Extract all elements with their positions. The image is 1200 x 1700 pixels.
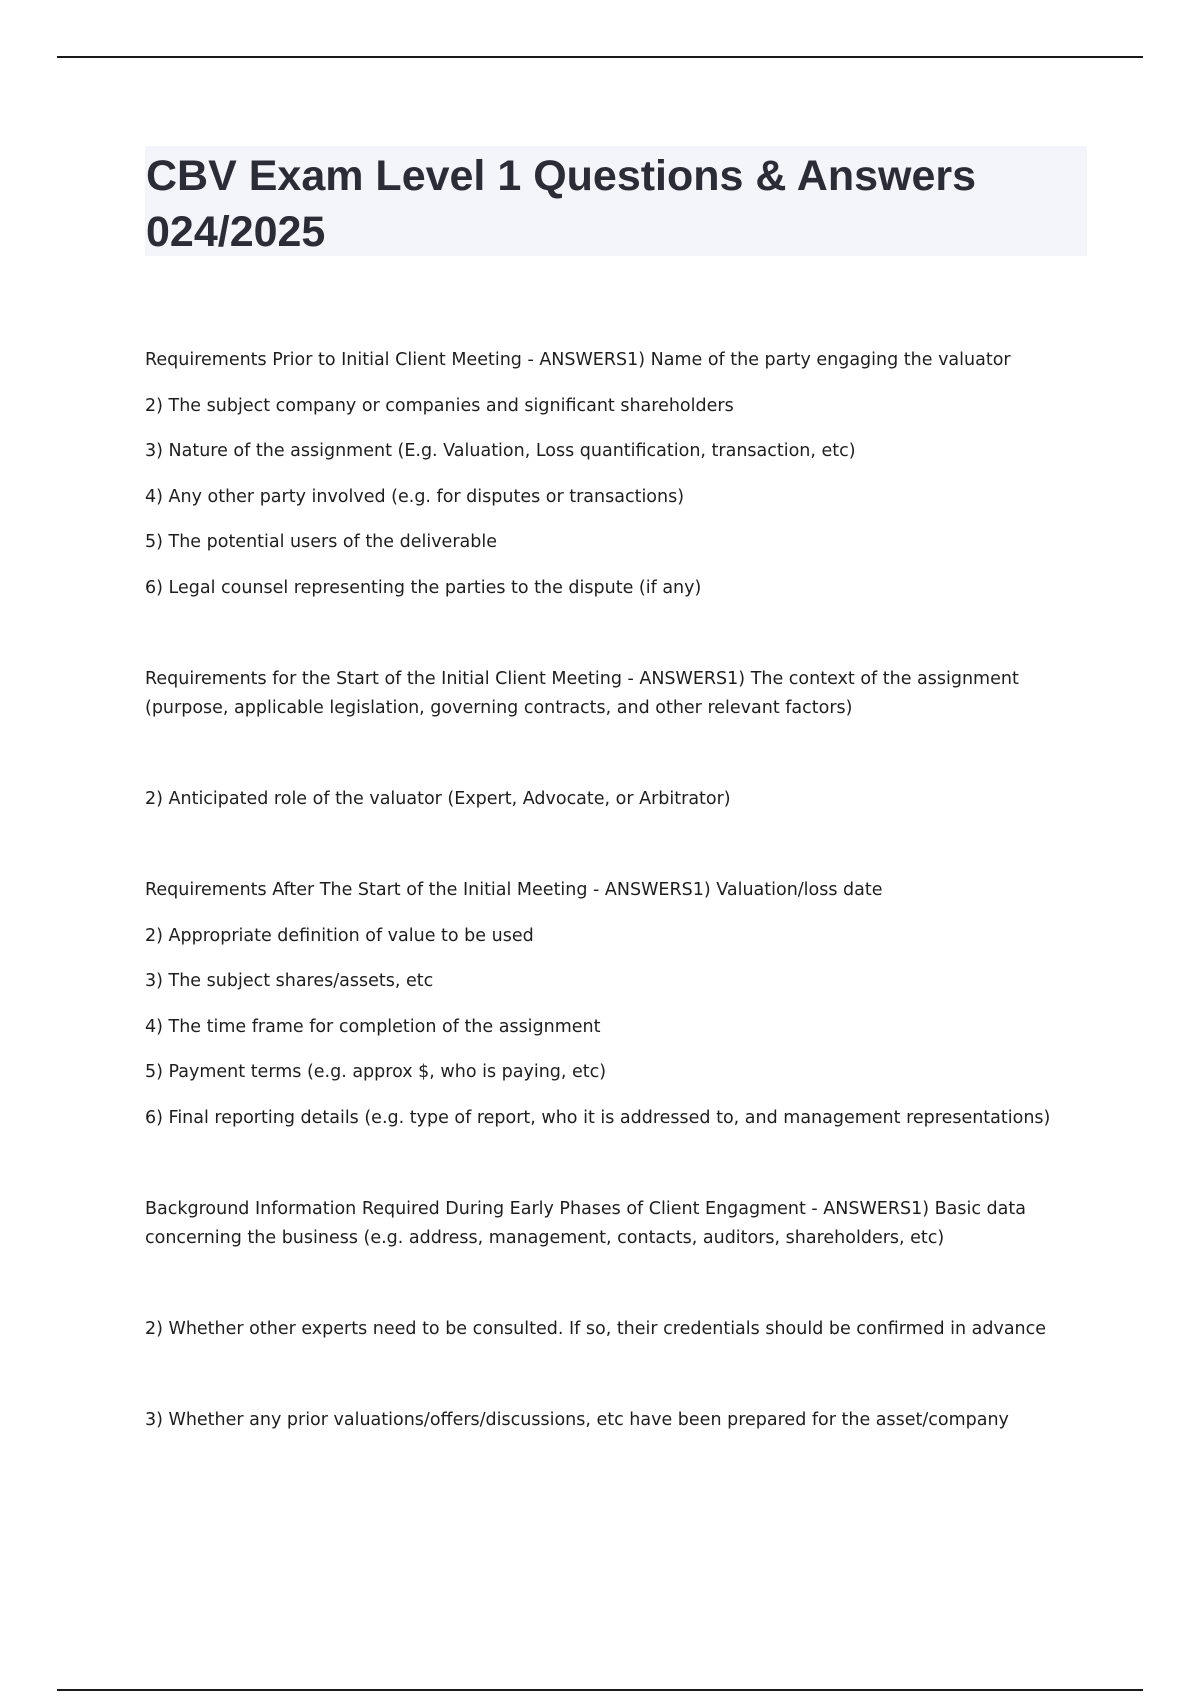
section-3-line-6: 6) Final reporting details (e.g. type of report, who it is addressed to, and management representations) bbox=[145, 1108, 1051, 1128]
section-3-line-2: 2) Appropriate definition of value to be used bbox=[145, 926, 534, 946]
section-1-line-5: 5) The potential users of the deliverable bbox=[145, 532, 497, 552]
section-1-line-2: 2) The subject company or companies and significant shareholders bbox=[145, 396, 734, 416]
section-3-line-5: 5) Payment terms (e.g. approx $, who is paying, etc) bbox=[145, 1062, 607, 1082]
section-1-line-4: 4) Any other party involved (e.g. for disputes or transactions) bbox=[145, 487, 685, 507]
section-2-line-2: 2) Anticipated role of the valuator (Expert, Advocate, or Arbitrator) bbox=[145, 789, 731, 809]
section-1-line-3: 3) Nature of the assignment (E.g. Valuation, Loss quantification, transaction, etc) bbox=[145, 441, 856, 461]
section-3-line-1: Requirements After The Start of the Initial Meeting - ANSWERS1) Valuation/loss date bbox=[145, 880, 883, 900]
top-rule bbox=[57, 56, 1143, 58]
section-4-line-2: 2) Whether other experts need to be consulted. If so, their credentials should be confirmed in advance bbox=[145, 1319, 1047, 1339]
section-4-line-1: Background Information Required During Early Phases of Client Engagment - ANSWERS1) Basic data concerning the business (e.g. address, management, contacts, auditors, shareholders, etc) bbox=[145, 1199, 1026, 1248]
section-1-line-6: 6) Legal counsel representing the parties to the dispute (if any) bbox=[145, 578, 702, 598]
section-1-line-1: Requirements Prior to Initial Client Meeting - ANSWERS1) Name of the party engaging the valuator bbox=[145, 350, 1011, 370]
section-3-line-3: 3) The subject shares/assets, etc bbox=[145, 971, 434, 991]
section-2-line-1: Requirements for the Start of the Initial Client Meeting - ANSWERS1) The context of the assignment (purpose, applicable legislation, governing contracts, and other relevant factors) bbox=[145, 669, 1019, 718]
section-4-line-3: 3) Whether any prior valuations/offers/discussions, etc have been prepared for the asset/company bbox=[145, 1410, 1009, 1430]
document-title: CBV Exam Level 1 Questions & Answers 024/2025 bbox=[146, 152, 977, 256]
bottom-rule bbox=[57, 1689, 1143, 1691]
title-banner bbox=[145, 146, 1087, 256]
section-3-line-4: 4) The time frame for completion of the assignment bbox=[145, 1017, 601, 1037]
